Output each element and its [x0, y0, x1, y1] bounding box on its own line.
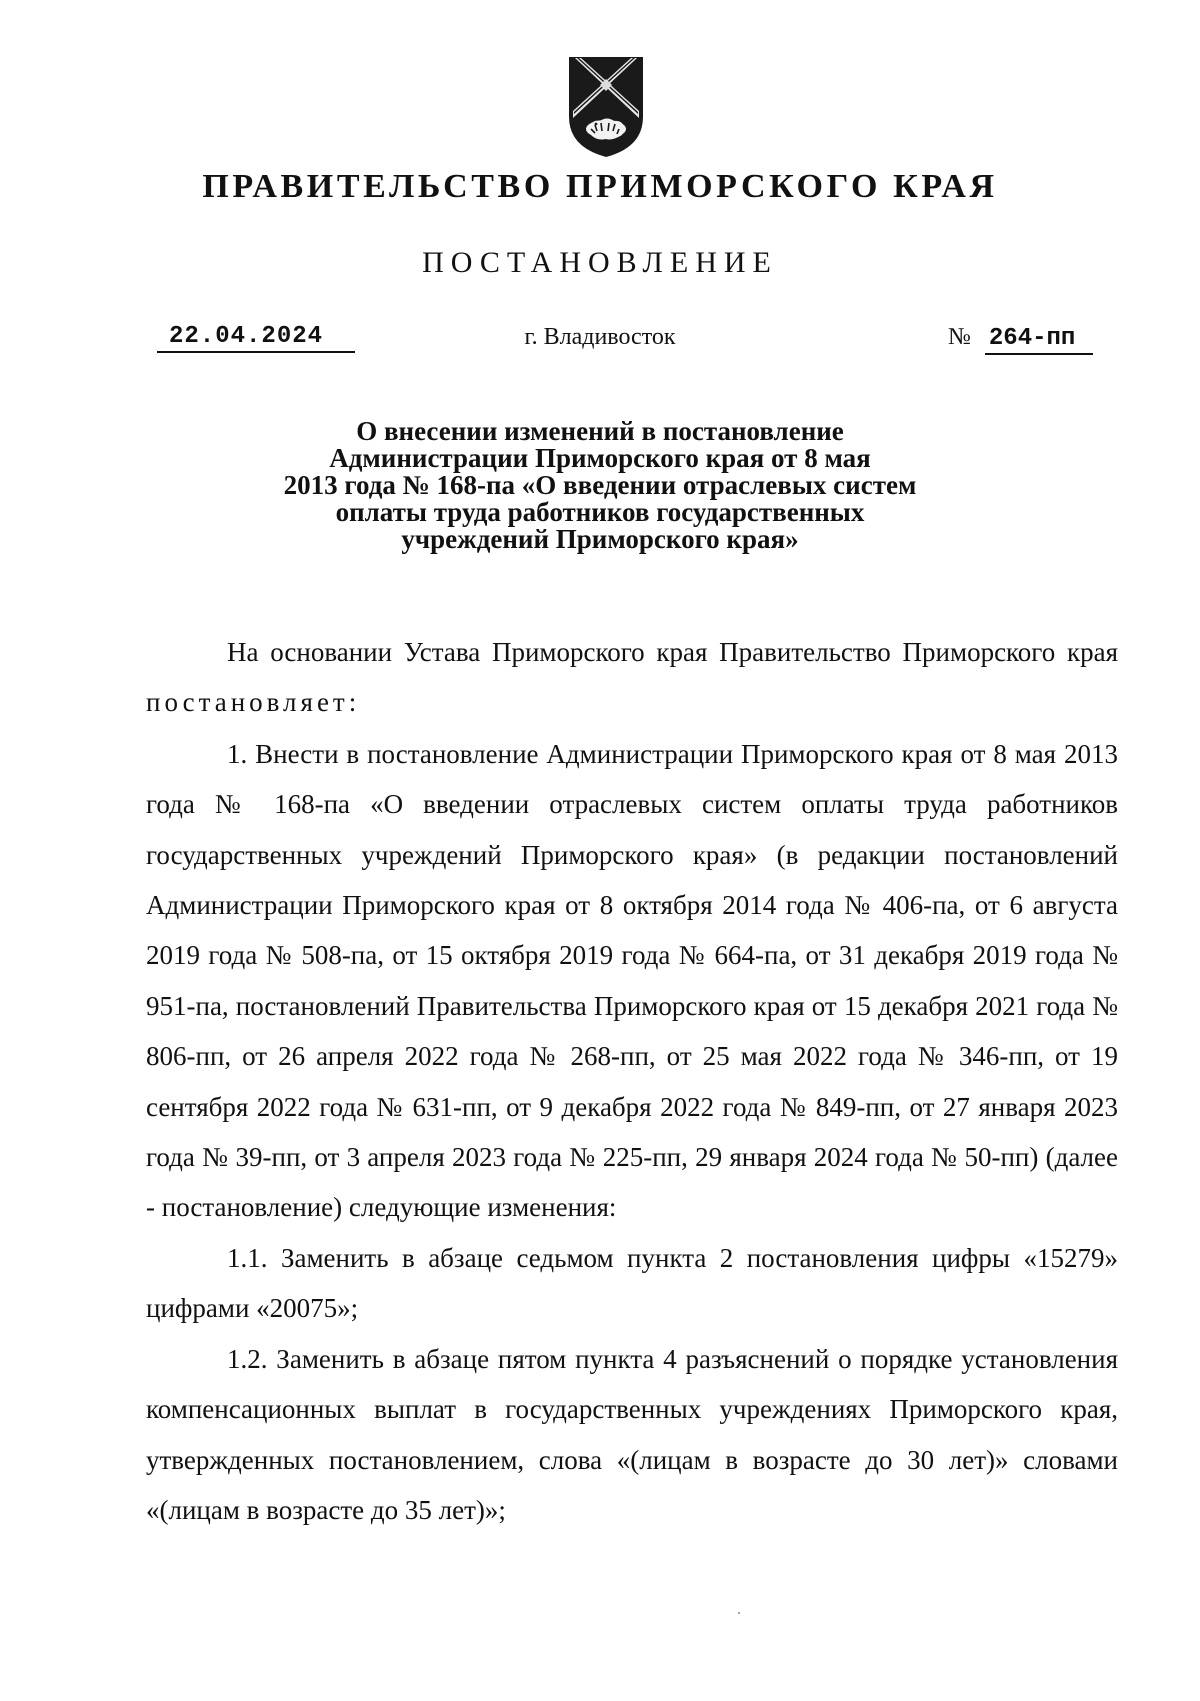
title-line: Администрации Приморского края от 8 мая — [329, 443, 871, 473]
document-type: ПОСТАНОВЛЕНИЕ — [422, 246, 778, 279]
organization-name: ПРАВИТЕЛЬСТВО ПРИМОРСКОГО КРАЯ — [202, 168, 998, 205]
scan-speck — [738, 1612, 740, 1614]
title-line: 2013 года № 168-па «О введении отраслевых систем — [283, 470, 917, 500]
title-line: О внесении изменений в постановление — [356, 416, 844, 446]
preamble-verb: постановляет: — [146, 687, 361, 718]
document-title — [180, 418, 1020, 553]
title-line: оплаты труда работников государственных — [335, 497, 865, 527]
paragraph-item-1-2: 1.2. Заменить в абзаце пятом пункта 4 разъяснений о порядке установления компенсационных выплат в государственных учреждениях Приморского края, утвержденных постановлением, слова «(лицам в возрасте до 30 лет)» словами «(лицам в возрасте до 35 лет)»; — [146, 1343, 1118, 1525]
primorsky-krai-coat-of-arms-icon — [567, 55, 645, 159]
preamble-text: На основании Устава Приморского края Правительство Приморского края — [227, 637, 1118, 667]
number-sign: № — [948, 324, 971, 350]
number-value: 264-пп — [985, 325, 1093, 355]
paragraph-preamble — [146, 627, 1118, 728]
paragraph-item-1-1: 1.1. Заменить в абзаце седьмом пункта 2 постановления цифры «15279» цифрами «20075»; — [146, 1242, 1118, 1324]
document-date: 22.04.2024 — [157, 323, 355, 353]
document-body — [146, 627, 1118, 1535]
title-line: учреждений Приморского края» — [401, 524, 799, 554]
document-city: г. Владивосток — [524, 324, 676, 350]
paragraph-item-1: 1. Внести в постановление Администрации Приморского края от 8 мая 2013 года № 168-па «О введении отраслевых систем оплаты труда работников государственных учреждений Приморского края» (в редакции постановлений Администрации Приморского края от 8 октября 2014 года № 406-па, от 6 августа 2019 года № 508-па, от 15 октября 2019 года № 664-па, от 31 декабря 2019 года № 951-па, постановлений Правительства Приморского края от 15 декабря 2021 года № 806-пп, от 26 апреля 2022 года № 268-пп, от 25 мая 2022 года № 346-пп, от 19 сентября 2022 года № 631-пп, от 9 декабря 2022 года № 849-пп, от 27 января 2023 года № 39-пп, от 3 апреля 2023 года № 225-пп, 29 января 2024 года № 50-пп) (далее - постановление) следующие изменения: — [146, 738, 1118, 1223]
document-number — [948, 323, 1093, 355]
